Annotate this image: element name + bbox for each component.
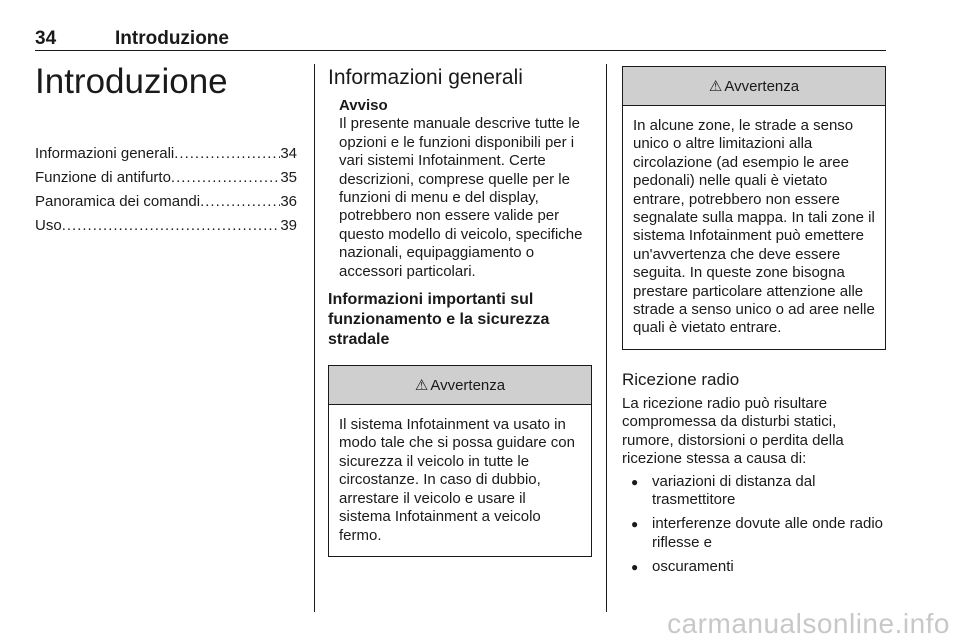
warning-box (328, 365, 592, 557)
watermark: carmanualsonline.info (667, 608, 950, 639)
note-text: Il presente manuale descrive tutte le opzioni e le funzioni disponibili per i vari sistemi Infotainment. Certe descrizioni, comprese quelle per le funzioni di menu e del display, potrebbero non essere valide per questo modello di veicolo, specifiche nazionali, equipaggiamento o accessori particolari. (339, 115, 583, 280)
section-heading: Ricezione radio (622, 369, 740, 389)
toc-leader-dots (174, 142, 280, 166)
toc-item[interactable] (35, 166, 297, 190)
column-right (622, 66, 886, 583)
toc-item-label: Panoramica dei comandi (35, 193, 201, 210)
toc-item-label: Informazioni generali (35, 145, 175, 162)
chapter-title: Introduzione (35, 62, 228, 101)
warning-triangle-icon: ⚠ (414, 377, 429, 395)
list-item: ● interferenze dovute alle onde radio riflesse e (622, 515, 886, 552)
warning-title: Avvertenza (724, 77, 800, 95)
toc-leader-dots (200, 190, 280, 214)
subsection-heading: Informazioni importanti sul funzionamento e la sicurezza stradale (328, 291, 550, 349)
toc-leader-dots (62, 214, 281, 238)
warning-triangle-icon: ⚠ (708, 78, 723, 95)
bullet-list (622, 473, 886, 577)
warning-header (329, 366, 591, 405)
warning-text: Il sistema Infotainment va usato in modo tale che si possa guidare con sicurezza il veicolo in tutte le circostanze. In caso di dubbio, arrestare il veicolo e usare il sistema Infotainment a veicolo fermo. (339, 416, 575, 544)
warning-text: In alcune zone, le strade a senso unico o altre limitazioni alla circolazione (ad esempio le aree pedonali) nelle quali è vietato entrare, potrebbero non essere segnalate sulla mappa. In tali zone il sistema Infotainment può emettere un'avvertenza che deve essere seguita. In queste zone bisogna prestare particolare attenzione alle strade a senso unico o ad aree nelle quali è vietato entrare. (633, 117, 875, 337)
column-divider (314, 64, 315, 612)
toc-item-label: Funzione di antifurto (35, 169, 171, 186)
table-of-contents (35, 142, 297, 238)
page-number: 34 (35, 28, 57, 49)
column-divider (606, 64, 607, 612)
note-block (339, 97, 592, 281)
toc-item-label: Uso (35, 217, 62, 234)
note-title: Avviso (339, 97, 388, 114)
warning-box (622, 66, 886, 350)
column-middle (328, 64, 592, 557)
page-header (35, 26, 886, 51)
toc-item-page: 36 (280, 193, 297, 210)
list-item: ● oscuramenti (622, 558, 886, 576)
list-item: ● variazioni di distanza dal trasmettitore (622, 473, 886, 510)
warning-title: Avvertenza (430, 376, 506, 394)
toc-item[interactable] (35, 214, 297, 238)
toc-item[interactable] (35, 142, 297, 166)
section-heading: Informazioni generali (328, 66, 523, 89)
toc-item-page: 35 (280, 169, 297, 186)
paragraph: La ricezione radio può risultare compromessa da disturbi statici, rumore, distorsioni o perdita della ricezione stessa a causa di: (622, 394, 844, 468)
toc-item-page: 39 (280, 217, 297, 234)
header-section-title: Introduzione (115, 28, 229, 49)
toc-leader-dots (171, 166, 280, 190)
warning-header (623, 67, 885, 106)
column-left (35, 62, 297, 238)
toc-item[interactable] (35, 190, 297, 214)
toc-item-page: 34 (280, 145, 297, 162)
